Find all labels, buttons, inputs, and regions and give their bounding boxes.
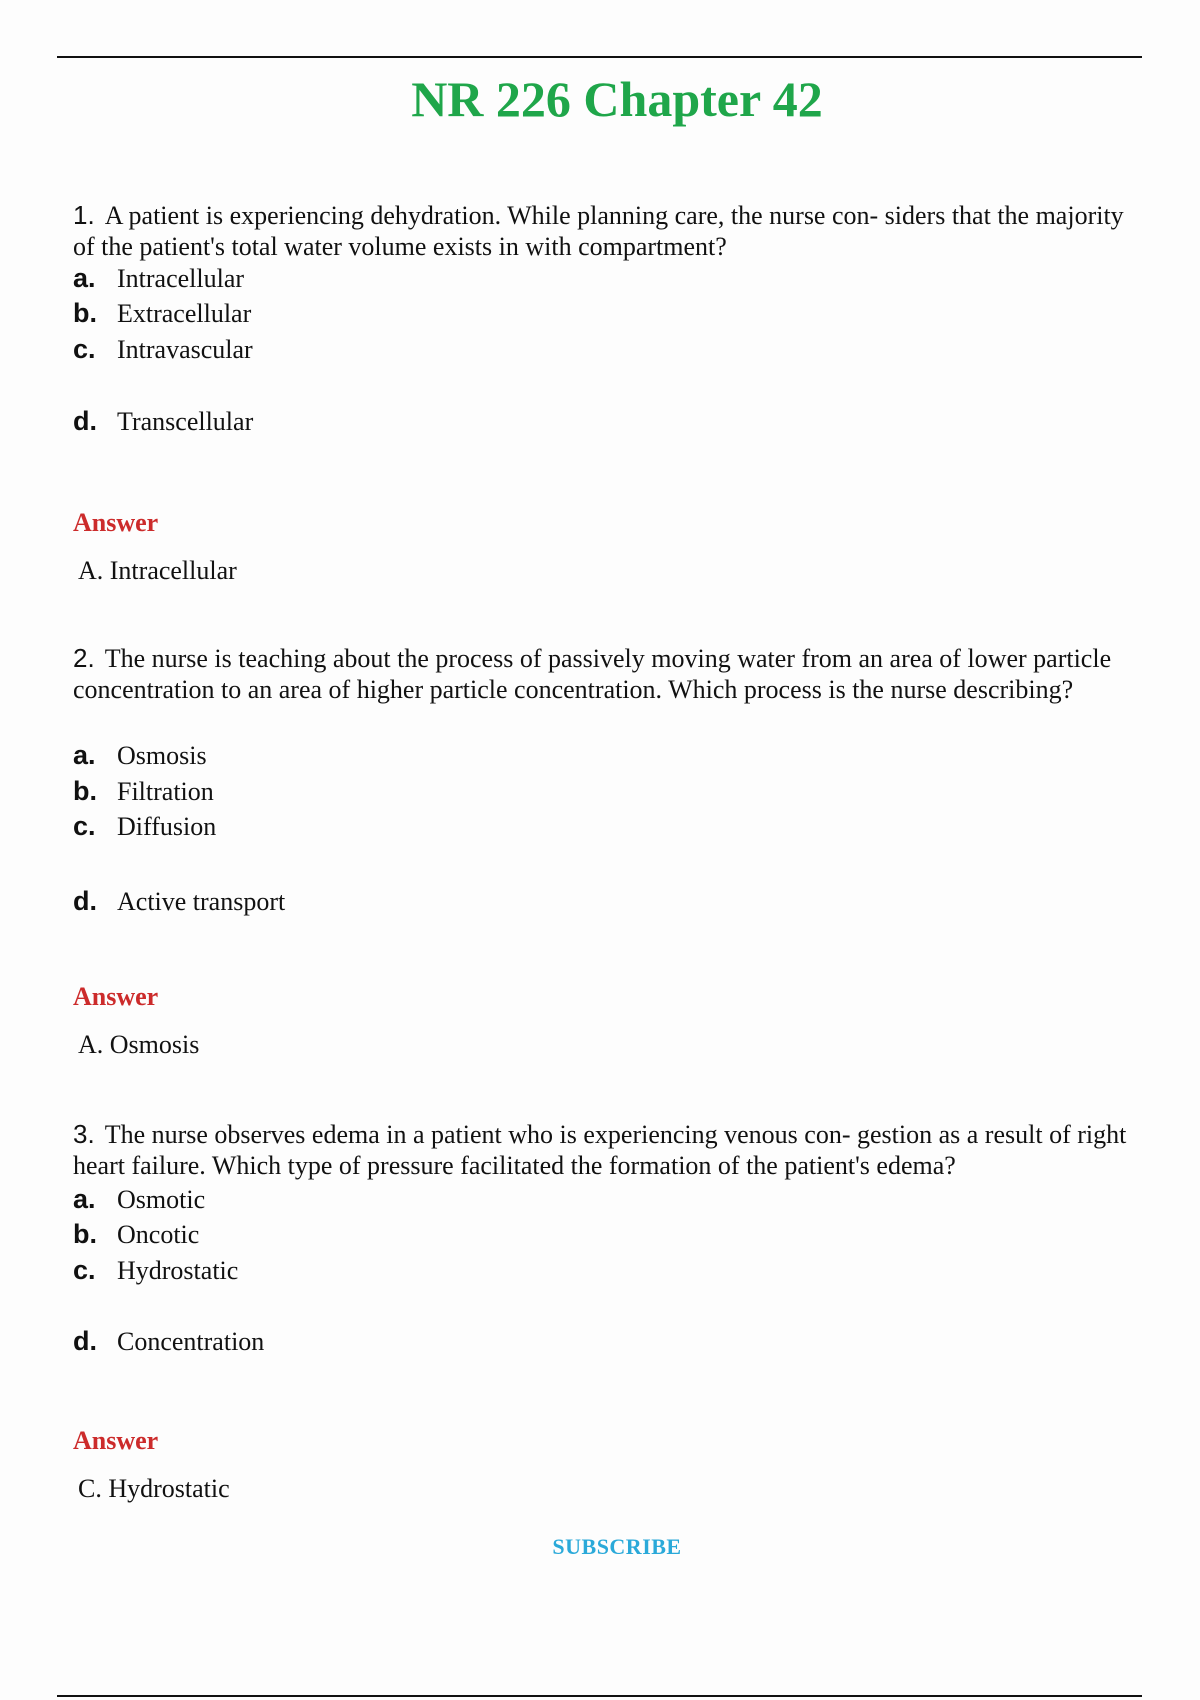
question-text: A patient is experiencing dehydration. While planning care, the nurse con- siders that the majority of the patient's total water volume exists in with compartment?	[73, 201, 1124, 261]
bottom-rule	[57, 1695, 1142, 1697]
option-text: Intracellular	[117, 264, 245, 293]
option-letter: c.	[73, 1255, 96, 1285]
option-text: Concentration	[117, 1327, 265, 1356]
option-d	[73, 406, 253, 437]
option-text: Extracellular	[117, 299, 252, 328]
document-title: NR 226 Chapter 42	[411, 71, 823, 127]
option-b	[73, 1219, 199, 1250]
option-text: Diffusion	[117, 812, 217, 841]
question-text: The nurse is teaching about the process of passively moving water from an area of lower particle concentration to an area of higher particle concentration. Which process is the nurse describing?	[73, 644, 1112, 704]
option-a	[73, 1184, 205, 1215]
option-b	[73, 776, 214, 807]
subscribe-link[interactable]: SUBSCRIBE	[552, 1534, 682, 1559]
answer-label: Answer	[73, 508, 159, 537]
option-text: Intravascular	[117, 335, 253, 364]
option-letter: d.	[73, 406, 97, 436]
option-c	[73, 811, 216, 842]
option-d	[73, 1326, 264, 1357]
option-b	[73, 298, 251, 329]
question-2	[73, 643, 1138, 1059]
option-letter: d.	[73, 886, 97, 916]
option-letter: b.	[73, 1219, 97, 1249]
option-text: Active transport	[117, 887, 286, 916]
option-letter: d.	[73, 1326, 97, 1356]
option-text: Osmotic	[117, 1185, 206, 1214]
answer-label: Answer	[73, 982, 159, 1011]
answer-value: C. Hydrostatic	[78, 1474, 230, 1503]
option-a	[73, 263, 244, 294]
question-1	[73, 200, 1138, 585]
option-text: Osmosis	[117, 741, 207, 770]
option-a	[73, 740, 207, 771]
option-text: Filtration	[117, 777, 214, 806]
option-letter: c.	[73, 811, 96, 841]
option-letter: a.	[73, 263, 96, 293]
option-letter: b.	[73, 776, 97, 806]
question-number: 1.	[73, 200, 95, 230]
option-text: Hydrostatic	[117, 1256, 239, 1285]
option-c	[73, 1255, 238, 1286]
question-3	[73, 1119, 1138, 1503]
question-number: 3.	[73, 1119, 95, 1149]
top-rule	[57, 56, 1142, 58]
option-c	[73, 334, 253, 365]
option-letter: a.	[73, 1184, 96, 1214]
answer-value: A. Osmosis	[78, 1030, 200, 1059]
answer-value: A. Intracellular	[78, 556, 237, 585]
option-d	[73, 886, 285, 917]
answer-label: Answer	[73, 1426, 159, 1455]
option-letter: a.	[73, 740, 96, 770]
option-letter: c.	[73, 334, 96, 364]
option-text: Transcellular	[117, 407, 254, 436]
option-text: Oncotic	[117, 1220, 200, 1249]
question-number: 2.	[73, 643, 95, 673]
option-letter: b.	[73, 298, 97, 328]
question-text: The nurse observes edema in a patient who is experiencing venous con- gestion as a result of right heart failure. Which type of pressure facilitated the formation of the patient's edema?	[73, 1120, 1127, 1180]
